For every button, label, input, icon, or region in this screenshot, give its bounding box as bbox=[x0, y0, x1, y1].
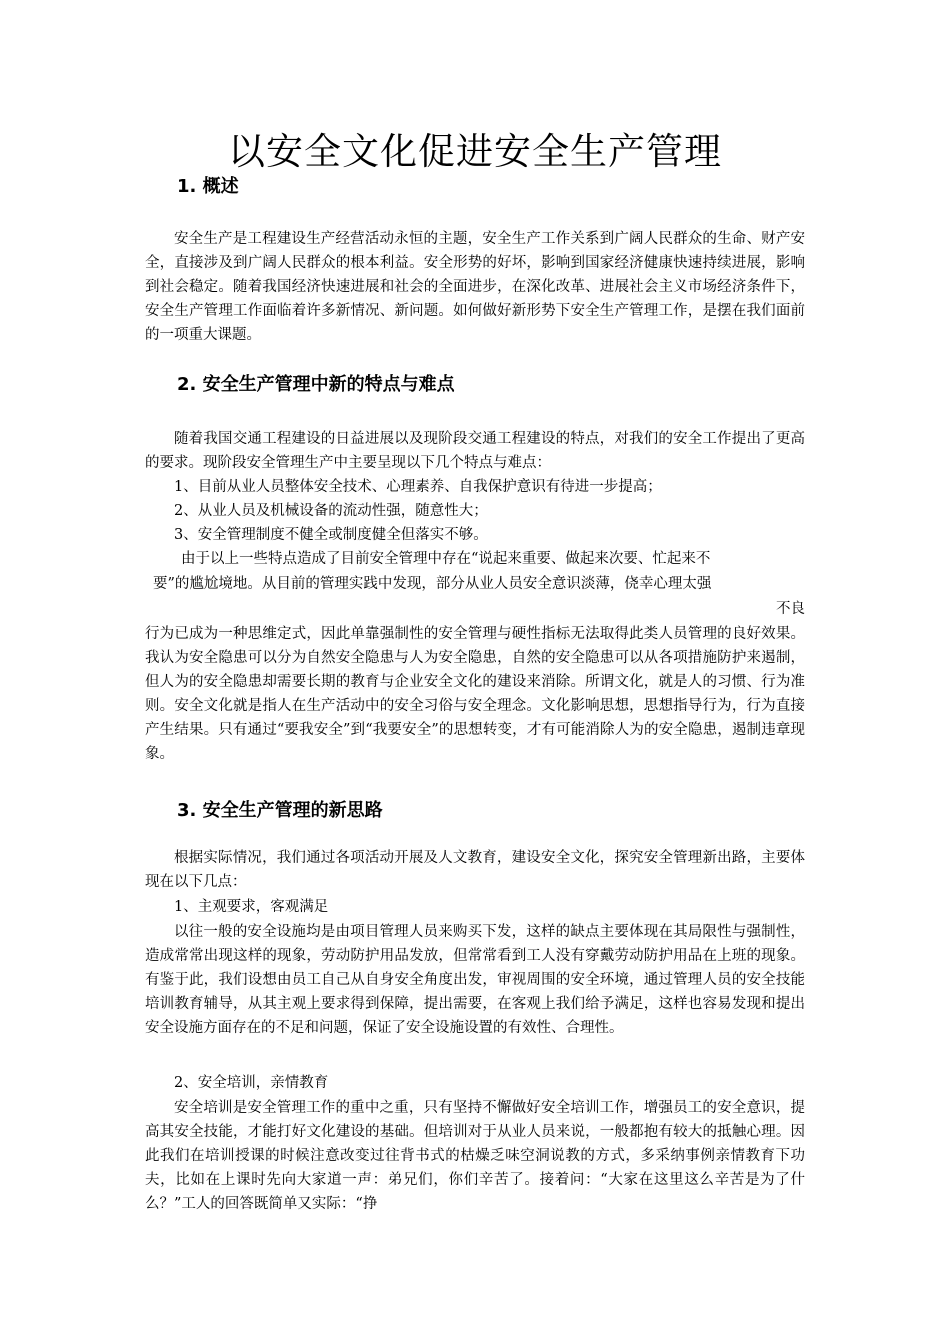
section-2-heading: 2. 安全生产管理中新的特点与难点 bbox=[177, 374, 455, 395]
section-3-heading: 3. 安全生产管理的新思路 bbox=[177, 800, 383, 821]
section-3-paragraph-intro: 根据实际情况，我们通过各项活动开展及人文教育，建设安全文化，探究安全管理新出路，主要体现在以下几点： bbox=[145, 850, 805, 891]
section-3-subheading-2: 2、安全培训，亲情教育 bbox=[174, 1075, 329, 1091]
section-1-paragraph: 安全生产是工程建设生产经营活动永恒的主题，安全生产工作关系到广阔人民群众的生命、财产安全，直接涉及到广阔人民群众的根本利益。安全形势的好坏，影响到国家经济健康快速持续进展，影响到社会稳定。随着我国经济快速进展和社会的全面进步，在深化改革、进展社会主义市场经济条件下，安全生产管理工作面临着许多新情况、新问题。如何做好新形势下安全生产管理工作，是摆在我们面前的一项重大课题。 bbox=[145, 231, 805, 344]
section-2-paragraph-2-line-1: 由于以上一些特点造成了目前安全管理中存在“说起来重要、做起来次要、忙起来不 bbox=[181, 551, 711, 567]
section-2-list-item-2: 2、从业人员及机械设备的流动性强，随意性大； bbox=[174, 503, 488, 519]
section-2-paragraph-2-rest: 行为已成为一种思维定式，因此单靠强制性的安全管理与硬性指标无法取得此类人员管理的良好效果。我认为安全隐患可以分为自然安全隐患与人为安全隐患，自然的安全隐患可以从各项措施防护来遏制，但人为的安全隐患却需要长期的教育与企业安全文化的建设来消除。所谓文化，就是人的习惯、行为准则。安全文化就是指人在生产活动中的安全习俗与安全理念。文化影响思想，思想指导行为，行为直接产生结果。只有通过“要我安全”到“我要安全”的思想转变，才有可能消除人为的安全隐患，遏制违章现象。 bbox=[145, 626, 805, 763]
section-2-list-item-1: 1、目前从业人员整体安全技术、心理素养、自我保护意识有待进一步提高； bbox=[174, 479, 662, 495]
section-3-paragraph-2: 以往一般的安全设施均是由项目管理人员来购买下发，这样的缺点主要体现在其局限性与强制性，造成常常出现这样的现象，劳动防护用品发放，但常常看到工人没有穿戴劳动防护用品在上班的现象。有鉴于此，我们设想由员工自己从自身安全角度出发，审视周围的安全环境，通过管理人员的安全技能培训教育辅导，从其主观上要求得到保障，提出需要，在客观上我们给予满足，这样也容易发现和提出安全设施方面存在的不足和问题，保证了安全设施设置的有效性、合理性。 bbox=[145, 924, 805, 1037]
section-2-list-item-3: 3、安全管理制度不健全或制度健全但落实不够。 bbox=[174, 527, 488, 543]
section-1-heading: 1. 概述 bbox=[177, 176, 239, 197]
section-3-subheading-1: 1、主观要求，客观满足 bbox=[174, 899, 329, 915]
section-3-paragraph-3: 安全培训是安全管理工作的重中之重，只有坚持不懈做好安全培训工作，增强员工的安全意识，提高其安全技能，才能打好文化建设的基础。但培训对于从业人员来说，一般都抱有较大的抵触心理。因此我们在培训授课的时候注意改变过往背书式的枯燥乏味空洞说教的方式，多采纳事例亲情教育下功夫，比如在上课时先向大家道一声：弟兄们，你们辛苦了。接着问：“大家在这里这么辛苦是为了什么？”工人的回答既简单又实际：“挣 bbox=[145, 1100, 805, 1213]
section-2-paragraph-2-line-2: 要”的尴尬境地。从目前的管理实践中发现，部分从业人员安全意识淡薄，侥幸心理太强 bbox=[153, 576, 712, 592]
section-2-paragraph-intro: 随着我国交通工程建设的日益进展以及现阶段交通工程建设的特点，对我们的安全工作提出了更高的要求。现阶段安全管理生产中主要呈现以下几个特点与难点： bbox=[145, 431, 805, 472]
document-title: 以安全文化促进安全生产管理 bbox=[228, 130, 722, 173]
section-2-paragraph-2-line-3: 不良 bbox=[776, 601, 805, 617]
